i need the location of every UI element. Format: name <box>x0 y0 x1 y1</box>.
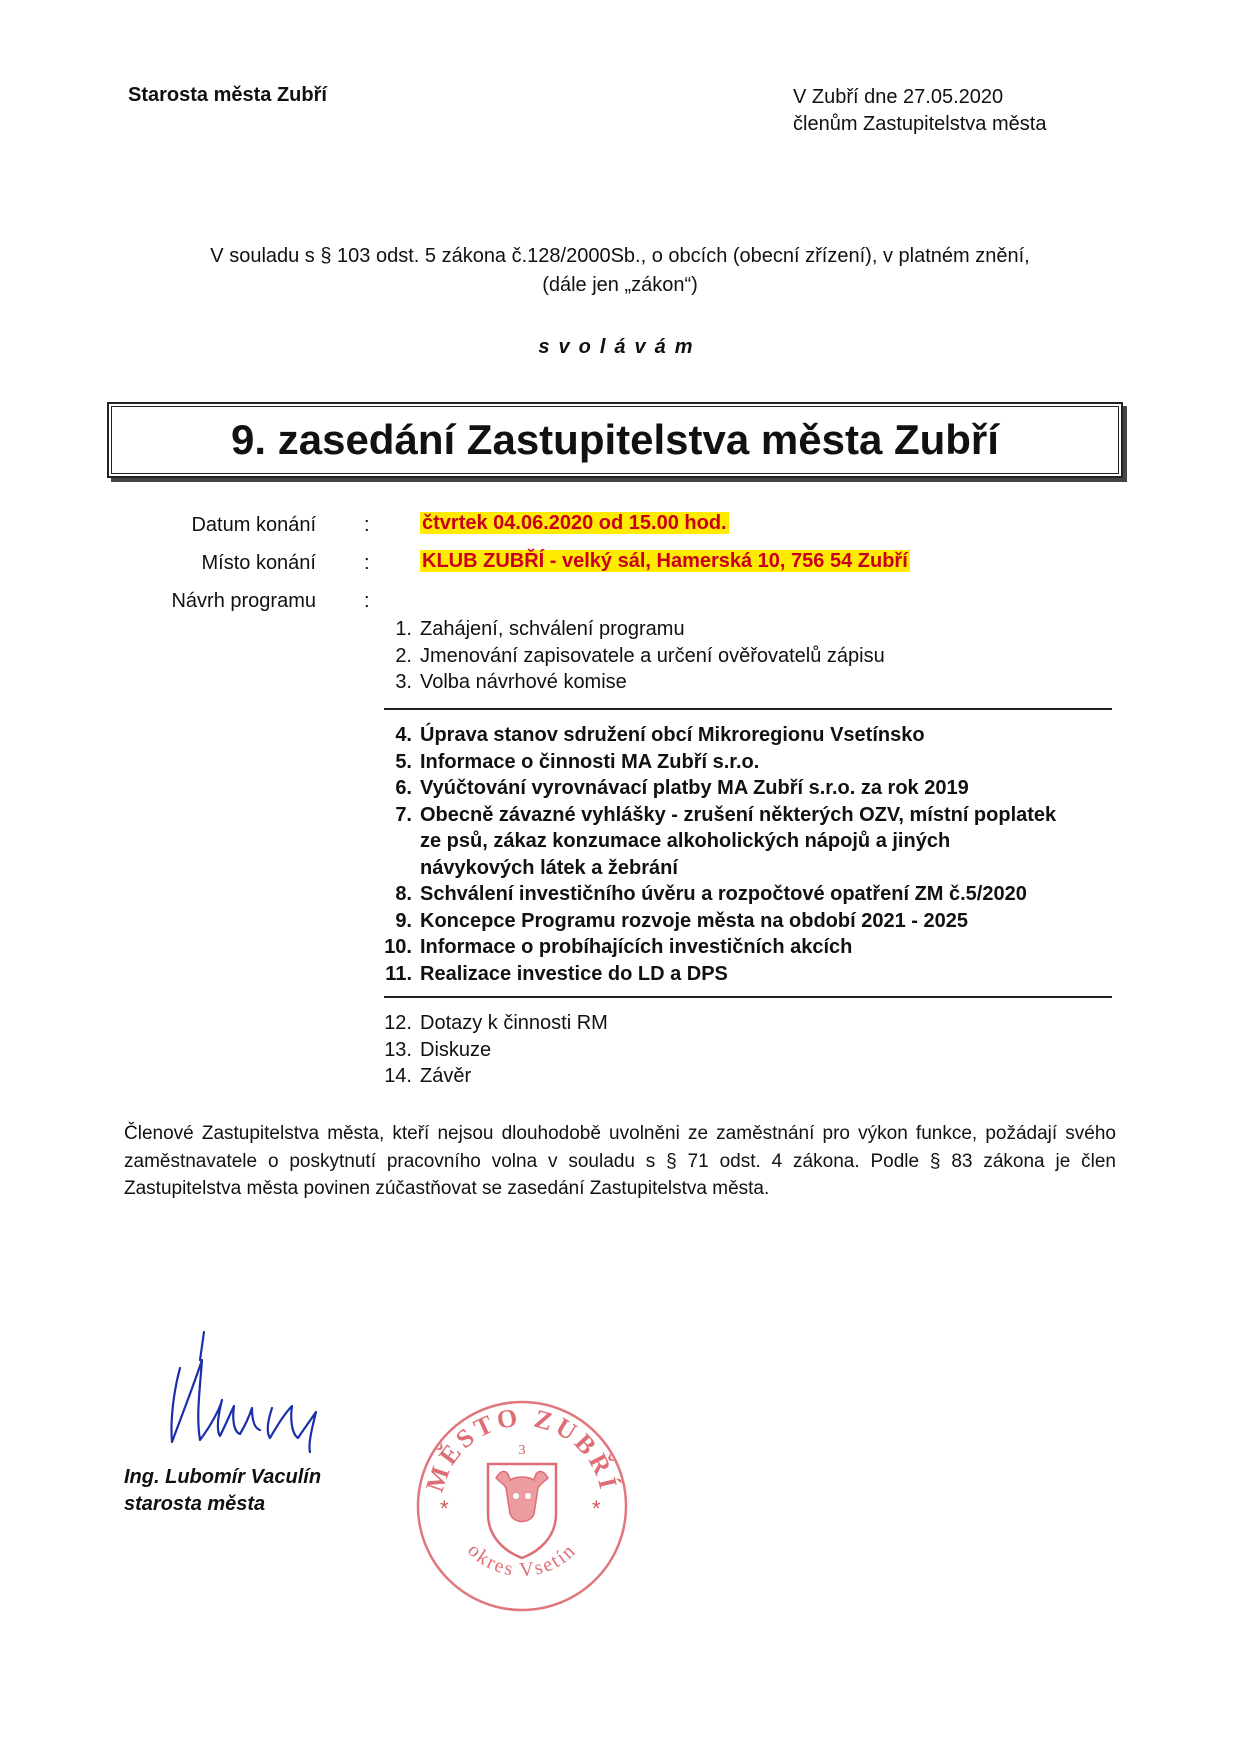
list-item <box>368 1010 1120 1037</box>
item-number: 8. <box>395 883 412 905</box>
item-text: Závěr <box>420 1065 472 1087</box>
list-item <box>368 1063 1120 1090</box>
item-text: Volba návrhové komise <box>420 671 627 693</box>
item-number: 3. <box>395 671 412 693</box>
place-date: V Zubří dne 27.05.2020 <box>793 86 1004 108</box>
list-item <box>368 669 1120 696</box>
signatory-role: starosta města <box>124 1493 266 1515</box>
legal-line-2: (dále jen „zákon“) <box>542 274 698 296</box>
item-text: Realizace investice do LD a DPS <box>420 962 728 985</box>
list-item <box>368 722 1120 749</box>
item-text: Zahájení, schválení programu <box>420 618 685 640</box>
item-text: Informace o probíhajících investičních akcích <box>420 936 853 958</box>
stamp-top-text: MĚSTO ZUBŘÍ <box>419 1402 624 1496</box>
agenda-group-1 <box>368 616 1120 696</box>
item-number: 4. <box>395 724 412 746</box>
stamp-number: 3 <box>518 1443 526 1458</box>
separator-2 <box>384 996 1112 998</box>
handwritten-signature <box>160 1320 370 1460</box>
convene-word: svolávám <box>538 336 702 358</box>
place-colon: : <box>364 552 370 574</box>
item-number: 10. <box>384 936 412 958</box>
date-colon: : <box>364 514 370 536</box>
date-label: Datum konání <box>191 514 316 536</box>
official-stamp <box>412 1396 632 1616</box>
item-number: 14. <box>384 1065 412 1087</box>
list-item <box>368 908 1120 935</box>
item-text: Koncepce Programu rozvoje města na období 2021 - 2025 <box>420 909 968 932</box>
item-number: 13. <box>384 1038 412 1061</box>
document-title: 9. zasedání Zastupitelstva města Zubří <box>231 416 999 463</box>
list-item <box>368 643 1120 670</box>
item-text: Schválení investičního úvěru a rozpočtové opatření ZM č.5/2020 <box>420 883 1027 905</box>
svg-text:okres Vsetín <box>463 1539 580 1581</box>
list-item <box>368 934 1120 961</box>
stamp-star-left-icon: * <box>440 1496 449 1521</box>
agenda-group-3 <box>368 1010 1120 1090</box>
place-date-block <box>793 84 1046 138</box>
item-text: Vyúčtování vyrovnávací platby MA Zubří s.r.o. za rok 2019 <box>420 777 969 799</box>
sender: Starosta města Zubří <box>128 84 327 106</box>
agenda-group-2 <box>368 722 1120 987</box>
coat-of-arms-bison-icon <box>488 1464 556 1558</box>
item-number: 6. <box>395 777 412 799</box>
item-text: Diskuze <box>420 1038 492 1061</box>
title-box <box>107 402 1123 478</box>
item-number: 1. <box>395 618 412 640</box>
list-item <box>368 961 1120 988</box>
list-item <box>368 1037 1120 1064</box>
item-text: Jmenování zapisovatele a určení ověřovatelů zápisu <box>420 644 885 667</box>
closing-paragraph: Členové Zastupitelstva města, kteří nejsou dlouhodobě uvolněni ze zaměstnání pro výkon funkce, požádají svého zaměstnavatele o poskytnutí pracovního volna v souladu s § 71 odst. 4 zákona. Podle § 83 zákona je člen Zastupitelstva města povinen zúčastňovat se zasedání Zastupitelstva města. <box>124 1123 1116 1199</box>
stamp-star-right-icon: * <box>592 1496 601 1521</box>
recipients: členům Zastupitelstva města <box>793 113 1047 135</box>
item-text: Obecně závazné vyhlášky - zrušení některých OZV, místní poplatek ze psů, zákaz konzumace alkoholických nápojů a jiných návykových látek a žebrání <box>420 803 1057 879</box>
item-text: Dotazy k činnosti RM <box>420 1012 608 1034</box>
item-text: Úprava stanov sdružení obcí Mikroregionu Vsetínsko <box>420 724 925 746</box>
list-item <box>368 881 1120 908</box>
program-colon: : <box>364 590 370 612</box>
stamp-bottom-text: okres Vsetín <box>463 1539 581 1582</box>
item-number: 9. <box>395 909 412 932</box>
place-value: KLUB ZUBŘÍ - velký sál, Hamerská 10, 756 54 Zubří <box>422 550 908 572</box>
item-number: 11. <box>385 962 412 985</box>
separator-1 <box>384 708 1112 710</box>
signatory-name: Ing. Lubomír Vaculín <box>124 1466 322 1488</box>
program-label: Návrh programu <box>171 590 316 612</box>
list-item <box>368 749 1120 776</box>
signatory <box>124 1464 321 1518</box>
legal-basis <box>100 242 1140 300</box>
list-item <box>368 616 1120 643</box>
item-text: Informace o činnosti MA Zubří s.r.o. <box>420 750 760 773</box>
place-label: Místo konání <box>201 552 316 574</box>
item-number: 5. <box>395 750 412 773</box>
legal-line-1: V souladu s § 103 odst. 5 zákona č.128/2000Sb., o obcích (obecní zřízení), v platném znění, <box>210 245 1030 267</box>
date-value: čtvrtek 04.06.2020 od 15.00 hod. <box>422 512 727 534</box>
item-number: 2. <box>395 644 412 667</box>
list-item <box>368 775 1120 802</box>
list-item <box>368 802 1120 882</box>
item-number: 7. <box>395 803 412 826</box>
item-number: 12. <box>384 1012 412 1034</box>
